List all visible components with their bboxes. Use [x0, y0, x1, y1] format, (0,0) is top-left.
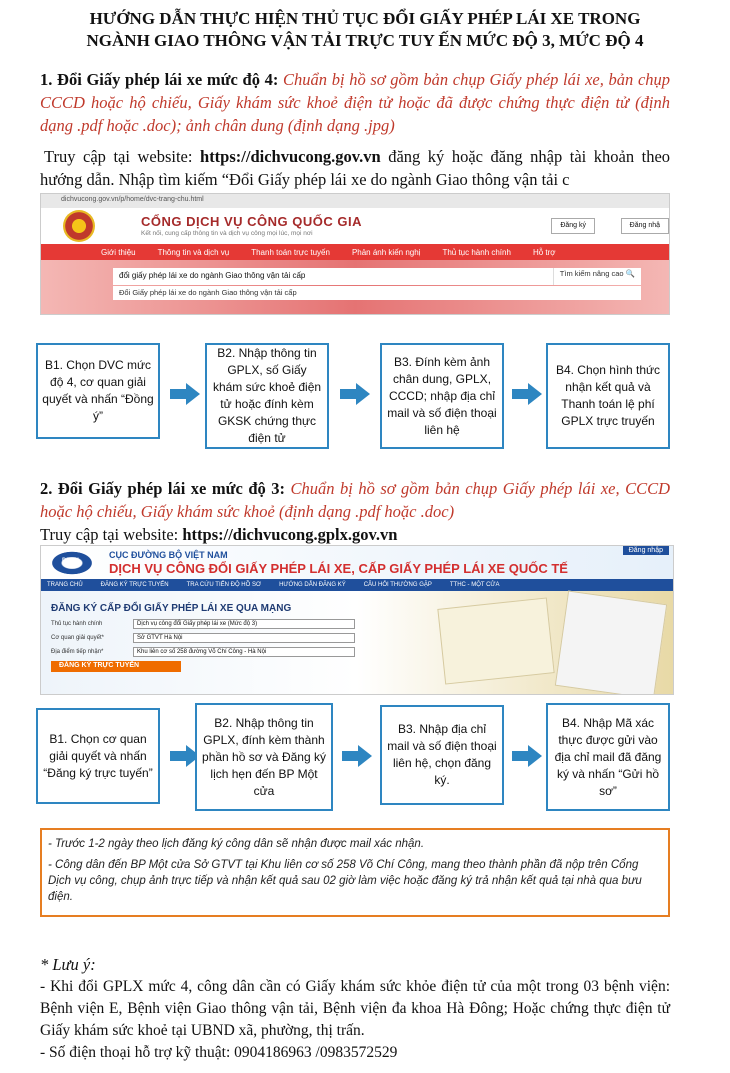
advanced-search-link[interactable]	[553, 268, 635, 285]
search-input-value: đổi giấy phép lái xe do ngành Giao thông vận tải cấp	[119, 271, 306, 280]
step1-box: B1. Chọn DVC mức độ 4, cơ quan giải quyết và nhấn “Đồng ý”	[36, 343, 160, 439]
nav-item[interactable]: Phản ánh kiến nghị	[351, 247, 421, 257]
portal-title: CỔNG DỊCH VỤ CÔNG QUỐC GIA	[141, 214, 363, 229]
section1-heading: 1. Đổi Giấy phép lái xe mức độ 4:	[40, 70, 279, 89]
section2-intro	[40, 477, 670, 523]
nav-item[interactable]: Giới thiệu	[101, 247, 136, 257]
title-line-2: NGÀNH GIAO THÔNG VẬN TẢI TRỰC TUY ẾN MỨC ĐỘ 3, MỨC ĐỘ 4	[86, 31, 644, 50]
gplx-login-button[interactable]: Đăng nhập	[623, 546, 669, 555]
step2-box: B2. Nhập thông tin GPLX, số Giấy khám sức khoẻ điện tử hoặc đính kèm GKSK chứng thực điện tử	[205, 343, 329, 449]
gplx-header	[41, 546, 673, 579]
nav-item[interactable]: TTHC - MỘT CỬA	[449, 582, 500, 588]
register-button[interactable]: Đăng ký	[551, 218, 595, 234]
arrow-right-icon	[512, 383, 542, 405]
step1-box: B1. Chọn cơ quan giải quyết và nhấn “Đăng ký trực tuyến”	[36, 708, 160, 804]
section2-website-link[interactable]: https://dichvucong.gplx.gov.vn	[182, 525, 398, 544]
drvn-logo-text: DRVN	[62, 558, 79, 564]
login-button[interactable]: Đăng nhậ	[621, 218, 669, 234]
footnote-line-1: - Khi đổi GPLX mức 4, công dân cần có Giấy khám sức khỏe điện tử của một trong 03 bệnh viện: Bệnh viện E, Bệnh viện Giao thông vận tải, Bệnh viện đa khoa Hà Đông; Hoặc chứng thực điện tử Giấy khám sức khoẻ tại UBND xã, phường, thị trấn.	[40, 978, 670, 1039]
arrow-right-icon	[342, 745, 372, 767]
arrow-right-icon	[340, 383, 370, 405]
search-area	[41, 260, 669, 315]
nav-item[interactable]: Hỗ trợ	[532, 247, 556, 257]
gplx-form-area	[41, 591, 673, 695]
document-title	[20, 8, 710, 52]
search-input[interactable]	[113, 268, 641, 285]
field-label: Địa điểm tiếp nhận*	[51, 649, 104, 655]
screenshot-gplx	[40, 545, 674, 695]
nav-item[interactable]: CÂU HỎI THƯỜNG GẶP	[363, 582, 432, 588]
gplx-portal-title: DỊCH VỤ CÔNG ĐỔI GIẤY PHÉP LÁI XE, CẤP GIẤY PHÉP LÁI XE QUỐC TẾ	[109, 561, 568, 576]
footnote-line-2: - Số điện thoại hỗ trợ kỹ thuật: 0904186963 /0983572529	[40, 1044, 398, 1061]
section1-website-link[interactable]: https://dichvucong.gov.vn	[200, 147, 381, 166]
note-line: - Trước 1-2 ngày theo lịch đăng ký công dân sẽ nhận được mail xác nhận.	[48, 838, 425, 850]
agency-select[interactable]: Sở GTVT Hà Nội	[133, 633, 355, 643]
field-label: Cơ quan giải quyết*	[51, 635, 104, 641]
screenshot-dichvucong	[40, 193, 670, 315]
section1-access-suffix: đăng ký hoặc đăng nhập tài khoản theo hướng dẫn. Nhập tìm kiếm “Đổi Giấy phép lái xe do ngành Giao thông vận tải c	[40, 147, 670, 189]
section2-access-prefix: Truy cập tại website:	[40, 525, 179, 544]
portal-nav	[41, 244, 669, 260]
nav-item[interactable]: HƯỚNG DẪN ĐĂNG KÝ	[279, 582, 346, 588]
section1-requirement: Chuẩn bị hồ sơ gồm bản chụp Giấy phép lái xe, bản chụp CCCD hoặc hộ chiếu, Giấy khám sức khoẻ điện tử hoặc đã được chứng thực điện tử (định dạng .pdf hoặc .doc); ảnh chân dung (định dạng .jpg)	[40, 70, 671, 135]
license-card-image	[437, 597, 554, 684]
section2-heading: 2. Đổi Giấy phép lái xe mức độ 3:	[40, 479, 285, 498]
section1-intro	[40, 68, 670, 137]
note-line: - Công dân đến BP Một cửa Sở GTVT tại Khu liên cơ số 258 Võ Chí Công, mang theo thành phần đã nộp trên Cổng Dịch vụ công, chụp ảnh trực tiếp và nhận kết quả sau 02 giờ làm việc hoặc đăng ký trả nhận kết quả tại nhà qua bưu điện.	[48, 859, 642, 903]
nav-item[interactable]: TRA CỨU TIẾN ĐỘ HỒ SƠ	[186, 582, 262, 588]
section1-access-prefix: Truy cập tại website:	[44, 147, 193, 166]
step2-box: B2. Nhập thông tin GPLX, đính kèm thành phần hồ sơ và Đăng ký lịch hẹn đến BP Một cửa	[195, 703, 333, 811]
nav-item[interactable]: ĐĂNG KÝ TRỰC TUYẾN	[100, 582, 169, 588]
nav-item[interactable]: Thông tin và dịch vụ	[157, 247, 230, 257]
nav-item[interactable]: Thanh toán trực tuyến	[251, 247, 330, 257]
register-online-button[interactable]: ĐĂNG KÝ TRỰC TUYẾN	[51, 661, 181, 672]
advanced-search-label: Tìm kiếm nâng cao	[559, 269, 624, 278]
national-emblem-icon	[63, 210, 95, 242]
step3-box: B3. Nhập địa chỉ mail và số điện thoại liên hệ, chọn đăng ký.	[380, 705, 504, 805]
arrow-right-icon	[170, 383, 200, 405]
section2-requirement: Chuẩn bị hồ sơ gồm bản chụp Giấy phép lái xe, CCCD hoặc hộ chiếu, Giấy khám sức khoẻ (định dạng .pdf hoặc .doc)	[40, 479, 671, 521]
footnote-heading: * Lưu ý:	[40, 955, 96, 974]
license-booklet-image	[555, 591, 667, 695]
portal-subtitle: Kết nối, cung cấp thông tin và dịch vụ công mọi lúc, mọi nơi	[141, 230, 313, 237]
step4-box: B4. Nhập Mã xác thực được gửi vào địa chỉ mail đã đăng ký và nhấn “Gửi hồ sơ”	[546, 703, 670, 811]
location-select[interactable]: Khu liên cơ số 258 đường Võ Chí Công - Hà Nội	[133, 647, 355, 657]
procedure-select[interactable]: Dịch vụ công đổi Giấy phép lái xe (Mức độ 3)	[133, 619, 355, 629]
arrow-right-icon	[512, 745, 542, 767]
gplx-agency: CỤC ĐƯỜNG BỘ VIỆT NAM	[109, 550, 228, 560]
section2-access	[40, 523, 670, 546]
drvn-logo-icon	[49, 550, 95, 576]
field-label: Thủ tục hành chính	[51, 621, 103, 627]
browser-url-bar[interactable]: dichvucong.gov.vn/p/home/dvc-trang-chu.html	[41, 194, 669, 208]
gplx-form-heading: ĐĂNG KÝ CẤP ĐỔI GIẤY PHÉP LÁI XE QUA MẠNG	[51, 603, 292, 614]
nav-item[interactable]: Thủ tục hành chính	[442, 247, 511, 257]
step4-box: B4. Chọn hình thức nhận kết quả và Thanh toán lệ phí GPLX trực truyến	[546, 343, 670, 449]
search-suggestion[interactable]: Đổi Giấy phép lái xe do ngành Giao thông vận tải cấp	[113, 286, 641, 300]
search-icon[interactable]: 🔍	[625, 269, 635, 278]
nav-item[interactable]: TRANG CHỦ	[47, 582, 83, 588]
title-line-1: HƯỚNG DẪN THỰC HIỆN THỦ TỤC ĐỔI GIẤY PHÉP LÁI XE TRONG	[89, 9, 641, 28]
step3-box: B3. Đính kèm ảnh chân dung, GPLX, CCCD; nhập địa chỉ mail và số điện thoại liên hệ	[380, 343, 504, 449]
portal-header	[41, 208, 669, 244]
notes-box	[40, 828, 670, 917]
gplx-nav	[41, 579, 673, 591]
section1-access	[40, 145, 670, 193]
